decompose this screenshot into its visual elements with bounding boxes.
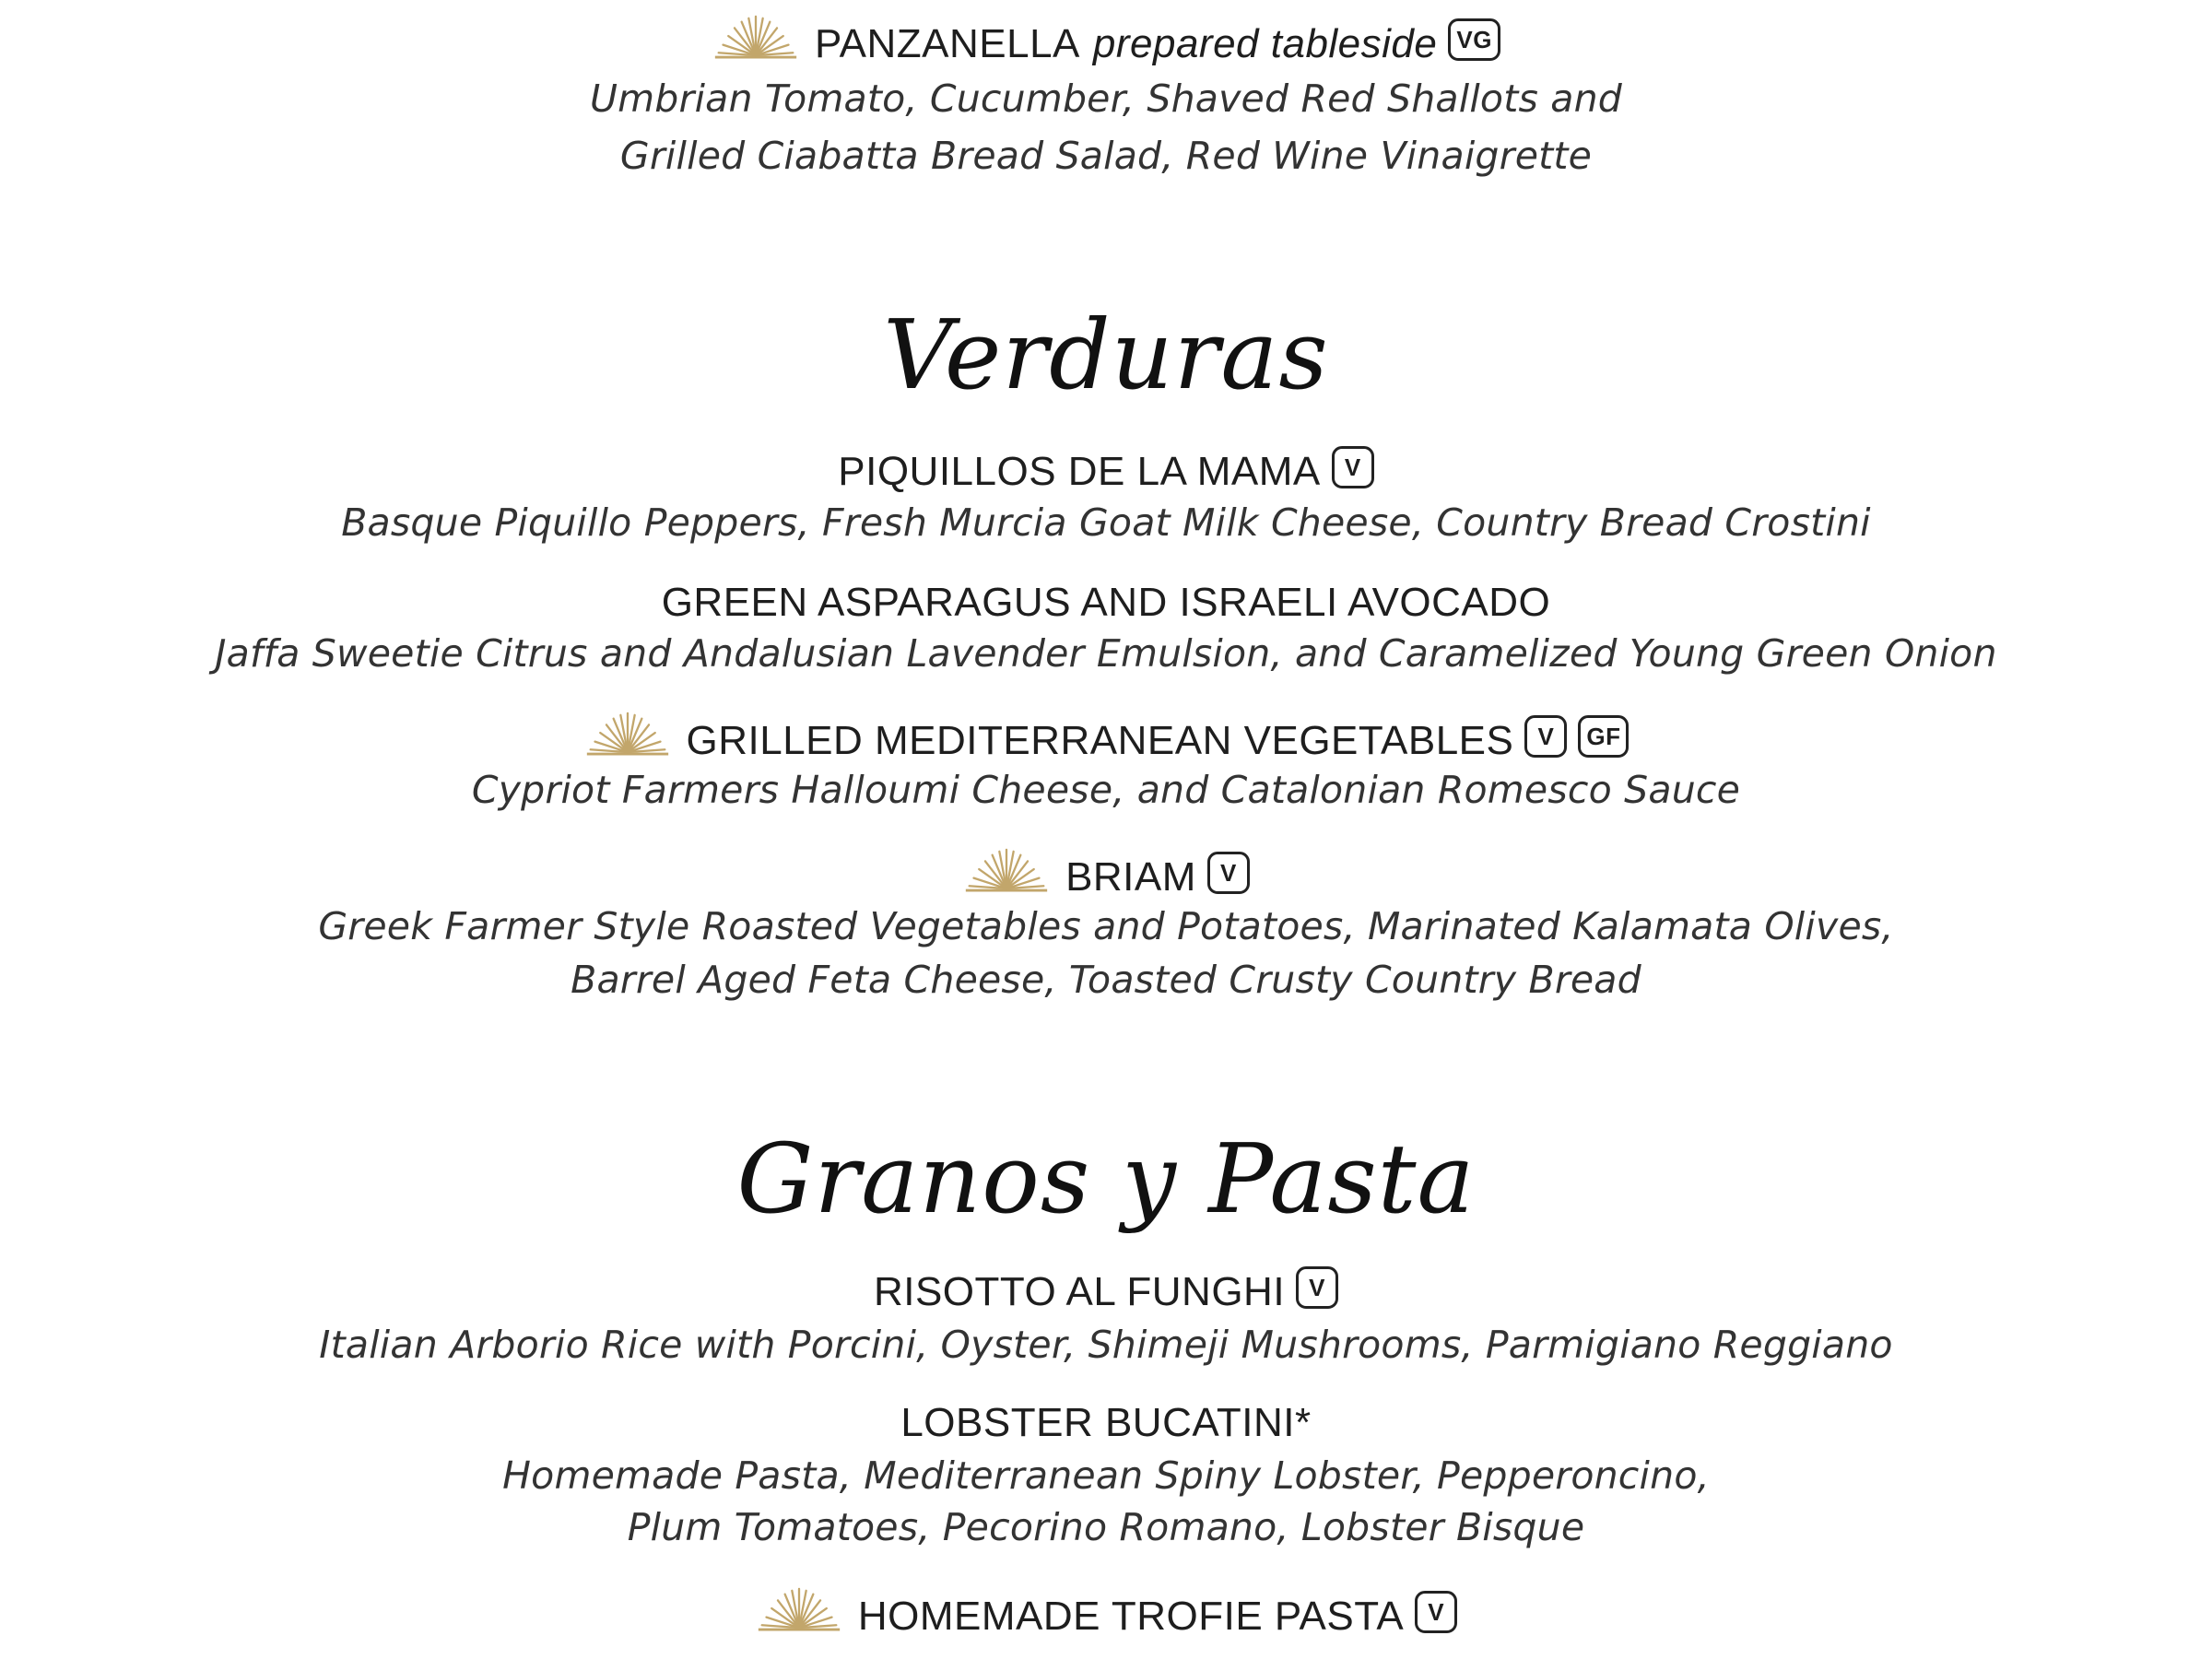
sunburst-icon [712,13,800,61]
menu-item-title [0,13,2212,68]
item-name: PIQUILLOS DE LA MAMA [838,449,1321,494]
vegetarian-badge: V [1296,1266,1338,1309]
item-description: Italian Arborio Rice with Porcini, Oyster, Shimeji Mushrooms, Parmigiano Reggiano [319,1323,1893,1367]
vegetarian-badge: V [1524,715,1567,758]
vegetarian-badge: V [1207,852,1250,894]
menu-item-title [0,1585,2212,1641]
item-description: Cypriot Farmers Halloumi Cheese, and Catalonian Romesco Sauce [471,768,1741,812]
item-name: BRIAM [1065,854,1196,900]
menu-item-title [0,444,2212,500]
menu-item-title [0,1265,2212,1320]
item-description: Basque Piquillo Peppers, Fresh Murcia Goat Milk Cheese, Country Bread Crostini [341,500,1871,545]
item-description: Barrel Aged Feta Cheese, Toasted Crusty Country Bread [571,958,1641,1002]
item-name: GREEN ASPARAGUS AND ISRAELI AVOCADO [661,580,1551,625]
sunburst-icon [962,846,1051,894]
menu-item-title [0,710,2212,765]
vegetarian-badge: V [1415,1591,1457,1633]
item-name: GRILLED MEDITERRANEAN VEGETABLES [686,718,1514,763]
sunburst-icon [583,710,672,758]
item-name: LOBSTER BUCATINI* [900,1400,1312,1445]
gluten-free-badge: GF [1578,715,1629,758]
vegan-badge: VG [1448,18,1500,61]
item-description: Greek Farmer Style Roasted Vegetables and Potatoes, Marinated Kalamata Olives, [318,904,1894,948]
vegetarian-badge: V [1332,446,1374,488]
item-description: Umbrian Tomato, Cucumber, Shaved Red Shallots and [589,76,1623,121]
sunburst-icon [755,1585,843,1633]
section-heading-verduras: Verduras [883,299,1329,411]
menu-item-title [0,575,2212,630]
item-name: PANZANELLA [815,21,1080,66]
item-name: HOMEMADE TROFIE PASTA [857,1594,1405,1639]
item-description: Jaffa Sweetie Citrus and Andalusian Lavender Emulsion, and Caramelized Young Green Onion [215,631,1997,676]
menu-item-title [0,846,2212,901]
section-heading-granos-y-pasta: Granos y Pasta [736,1123,1476,1235]
item-note: prepared tableside [1092,21,1438,66]
item-name: RISOTTO AL FUNGHI [873,1269,1286,1314]
item-description: Plum Tomatoes, Pecorino Romano, Lobster Bisque [627,1505,1585,1549]
item-description: Grilled Ciabatta Bread Salad, Red Wine Vinaigrette [619,134,1593,178]
menu-item-title [0,1395,2212,1451]
item-description: Homemade Pasta, Mediterranean Spiny Lobster, Pepperoncino, [502,1453,1710,1498]
